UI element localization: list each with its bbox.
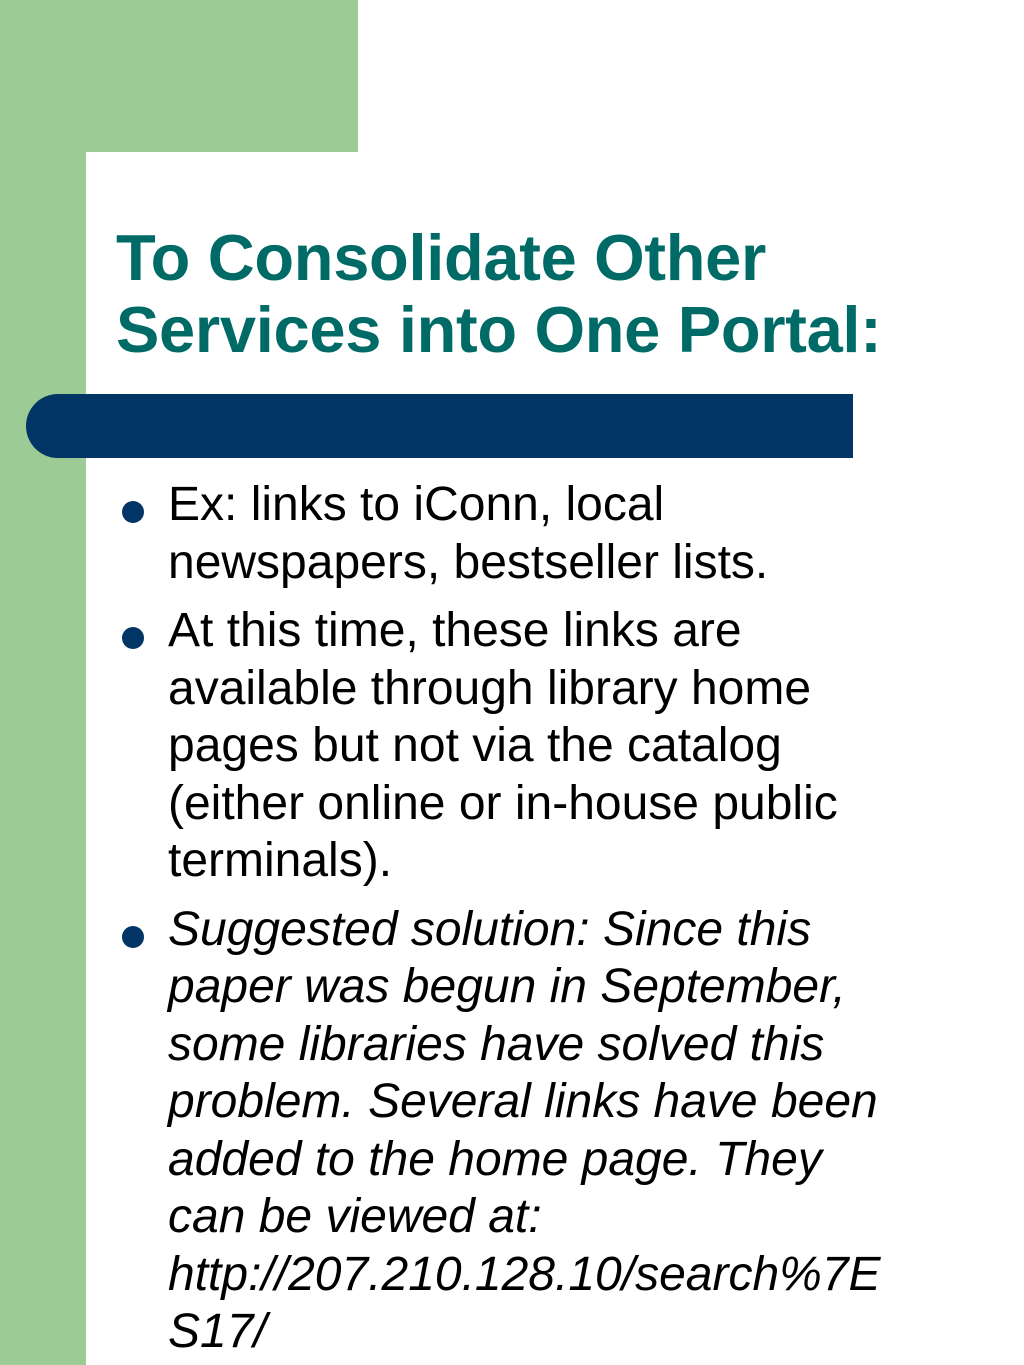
bullet-dot-icon bbox=[122, 627, 144, 649]
bullet-item-examples bbox=[118, 476, 1008, 591]
bullet-item-suggested-solution bbox=[118, 901, 1008, 1361]
bullet-text-line: Ex: links to iConn, local bbox=[168, 478, 665, 531]
bullet-text-line: can be viewed at: bbox=[168, 1190, 542, 1243]
bullet-list bbox=[118, 476, 1008, 1365]
slide-title bbox=[116, 222, 996, 366]
slide-title-line-1: To Consolidate Other bbox=[116, 221, 767, 294]
bullet-text-line: available through library home bbox=[168, 661, 812, 715]
bullet-dot-icon bbox=[122, 926, 144, 948]
bullet-text-line: terminals). bbox=[168, 834, 393, 887]
title-divider-bar bbox=[26, 394, 853, 458]
bullet-dot-icon bbox=[122, 501, 144, 523]
green-top-panel bbox=[0, 0, 358, 152]
bullet-text-line: Suggested solution: Since this bbox=[168, 902, 812, 956]
bullet-text-line: newspapers, bestseller lists. bbox=[168, 535, 769, 589]
bullet-text-line: At this time, these links are bbox=[168, 604, 742, 657]
bullet-text-line: some libraries have solved this bbox=[168, 1017, 825, 1071]
bullet-text-line: added to the home page. They bbox=[168, 1132, 822, 1186]
bullet-text-line: pages but not via the catalog bbox=[168, 719, 782, 772]
bullet-text-line: paper was begun in September, bbox=[168, 960, 846, 1013]
bullet-text-line: (either online or in-house public bbox=[168, 776, 838, 830]
catalog-url-link-continued[interactable]: S17/ bbox=[168, 1305, 267, 1358]
bullet-item-current-status bbox=[118, 602, 1008, 890]
catalog-url-link[interactable]: http://207.210.128.10/search%7E bbox=[168, 1247, 881, 1301]
green-side-panel bbox=[0, 0, 86, 1365]
slide-title-line-2: Services into One Portal: bbox=[116, 293, 882, 366]
bullet-text-line: problem. Several links have been bbox=[168, 1075, 878, 1128]
